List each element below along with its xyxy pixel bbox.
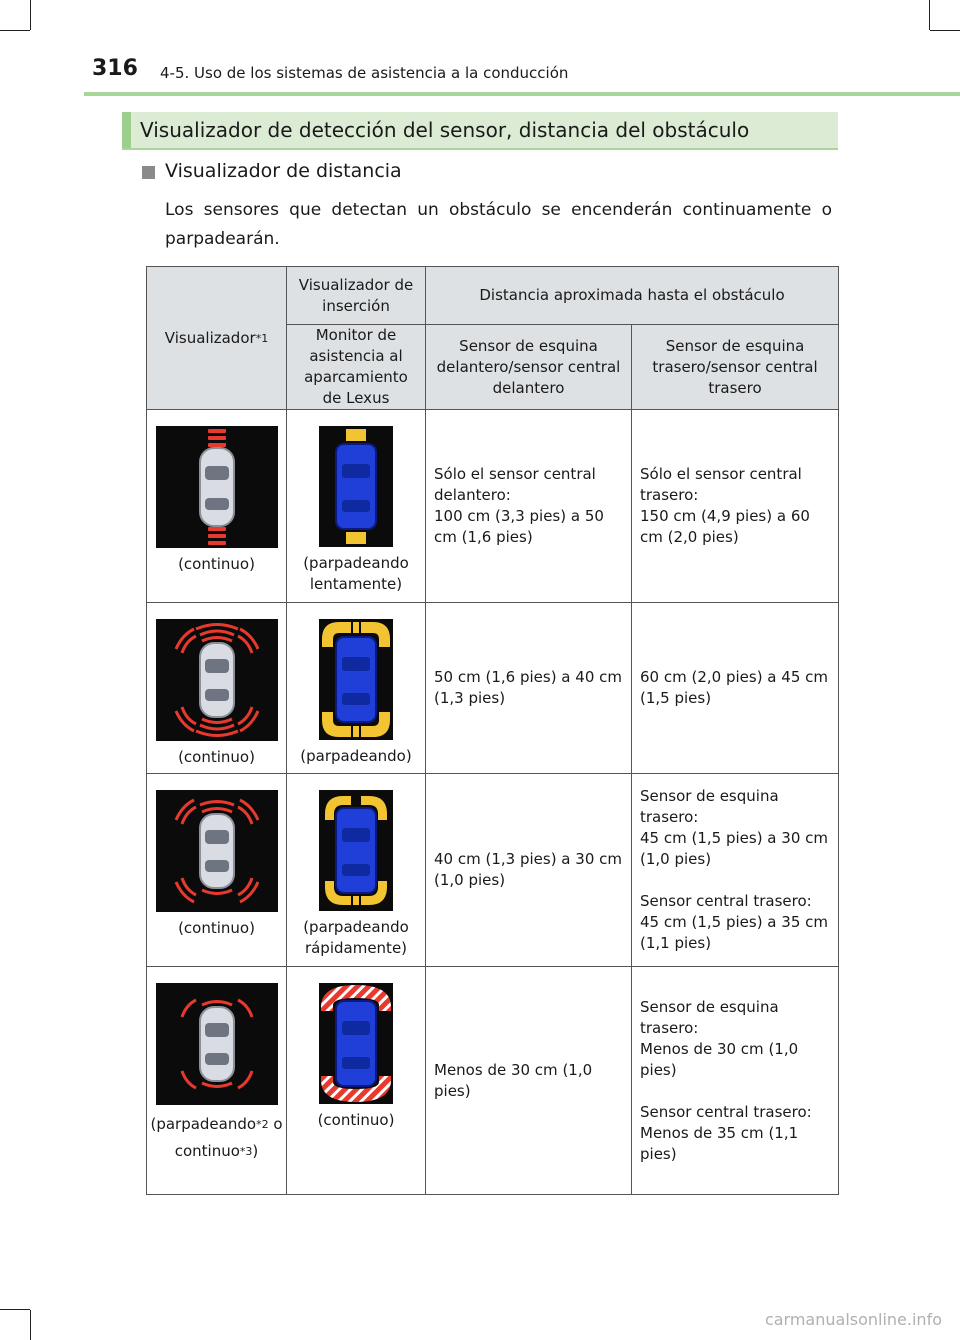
display-caption <box>147 1111 286 1165</box>
distance-text: Sensor central trasero: <box>640 892 812 910</box>
table-row <box>147 603 839 774</box>
inserted-car-icon <box>319 619 393 740</box>
distance-text: Sensor de esquina trasero: <box>640 787 779 826</box>
display-caption-part: ) <box>252 1142 259 1160</box>
insert-cell <box>287 967 426 1195</box>
distance-text: Sólo el sensor central trasero: <box>640 465 802 504</box>
header-display <box>147 267 287 410</box>
display-cell <box>147 967 287 1195</box>
crop-mark <box>30 0 31 30</box>
crop-mark <box>0 30 30 31</box>
front-distance-cell <box>426 967 632 1195</box>
table-header-row <box>147 267 839 325</box>
car-top-view-icon <box>156 426 278 548</box>
crop-mark <box>0 1309 30 1310</box>
table-row <box>147 774 839 967</box>
table-row <box>147 967 839 1195</box>
distance-table <box>146 266 839 1195</box>
distance-text: Sensor de esquina trasero: <box>640 997 779 1037</box>
display-caption: (continuo) <box>178 555 255 573</box>
display-caption-part: o continuo <box>174 1115 283 1160</box>
distance-text: Menos de 30 cm (1,0 pies) <box>434 1060 593 1100</box>
rear-distance-cell <box>632 774 839 967</box>
footnote-ref: *1 <box>255 331 269 345</box>
distance-text: 60 cm (2,0 pies) a 45 cm (1,5 pies) <box>640 668 828 707</box>
section-title: Visualizador de detección del sensor, distancia del obstáculo <box>140 118 750 142</box>
page-number: 316 <box>92 56 138 81</box>
insert-caption: (continuo) <box>317 1111 395 1129</box>
display-cell <box>147 774 287 967</box>
display-cell <box>147 410 287 603</box>
car-top-view-icon <box>156 619 278 741</box>
crop-mark <box>930 30 960 31</box>
display-caption: (continuo) <box>178 919 255 937</box>
header-rule <box>84 92 960 96</box>
insert-caption: (parpadeando lentamente) <box>303 554 409 593</box>
distance-text: Menos de 35 cm (1,1 pies) <box>640 1123 799 1163</box>
distance-text: Sensor central trasero: <box>640 1102 812 1121</box>
subsection-title: Visualizador de distancia <box>165 160 402 182</box>
footnote-ref: *2 <box>256 1118 269 1131</box>
distance-text: Sólo el sensor central delantero: <box>434 465 596 504</box>
header-monitor: Monitor de asistencia al aparcamiento de Lexus <box>287 325 426 410</box>
section-heading-bar <box>122 112 838 150</box>
header-distance: Distancia aproximada hasta el obstáculo <box>426 267 839 325</box>
distance-text: Menos de 30 cm (1,0 pies) <box>640 1039 799 1079</box>
rear-distance-cell <box>632 967 839 1195</box>
header-front-sensor: Sensor de esquina delantero/sensor central delantero <box>426 325 632 410</box>
distance-text: 150 cm (4,9 pies) a 60 cm (2,0 pies) <box>640 507 810 546</box>
display-caption-part: (parpadeando <box>150 1115 257 1133</box>
front-distance-cell <box>426 774 632 967</box>
rear-distance-cell <box>632 410 839 603</box>
front-distance-cell <box>426 410 632 603</box>
insert-cell <box>287 410 426 603</box>
footnote-ref: *3 <box>239 1145 253 1158</box>
car-top-view-icon <box>156 790 278 912</box>
distance-text: 45 cm (1,5 pies) a 30 cm (1,0 pies) <box>640 829 828 868</box>
inserted-car-icon <box>319 983 393 1104</box>
spacer <box>640 870 830 891</box>
header-display-text: Visualizador <box>164 328 256 347</box>
insert-caption: (parpadeando) <box>300 747 412 765</box>
distance-text: 50 cm (1,6 pies) a 40 cm (1,3 pies) <box>434 668 622 707</box>
display-caption: (continuo) <box>178 748 255 766</box>
insert-caption: (parpadeando rápidamente) <box>303 918 409 957</box>
running-title: 4-5. Uso de los sistemas de asistencia a la conducción <box>160 64 569 82</box>
square-bullet-icon <box>142 166 155 179</box>
rear-distance-cell <box>632 603 839 774</box>
distance-text: 45 cm (1,5 pies) a 35 cm (1,1 pies) <box>640 913 828 952</box>
section-accent <box>122 112 131 148</box>
watermark: carmanualsonline.info <box>764 1310 942 1329</box>
inserted-car-icon <box>319 790 393 911</box>
car-top-view-icon <box>156 983 278 1105</box>
inserted-car-icon <box>319 426 393 547</box>
front-distance-cell <box>426 603 632 774</box>
insert-cell <box>287 774 426 967</box>
header-rear-sensor: Sensor de esquina trasero/sensor central trasero <box>632 325 839 410</box>
distance-text: 100 cm (3,3 pies) a 50 cm (1,6 pies) <box>434 507 604 546</box>
display-cell <box>147 603 287 774</box>
table-row <box>147 410 839 603</box>
crop-mark <box>30 1310 31 1340</box>
crop-mark <box>929 0 930 30</box>
spacer <box>640 1081 830 1102</box>
header-insertion: Visualizador de inserción <box>287 267 426 325</box>
distance-text: 40 cm (1,3 pies) a 30 cm (1,0 pies) <box>434 850 622 889</box>
intro-paragraph: Los sensores que detectan un obstáculo se encenderán continuamente o parpadearán. <box>165 200 832 249</box>
insert-cell <box>287 603 426 774</box>
